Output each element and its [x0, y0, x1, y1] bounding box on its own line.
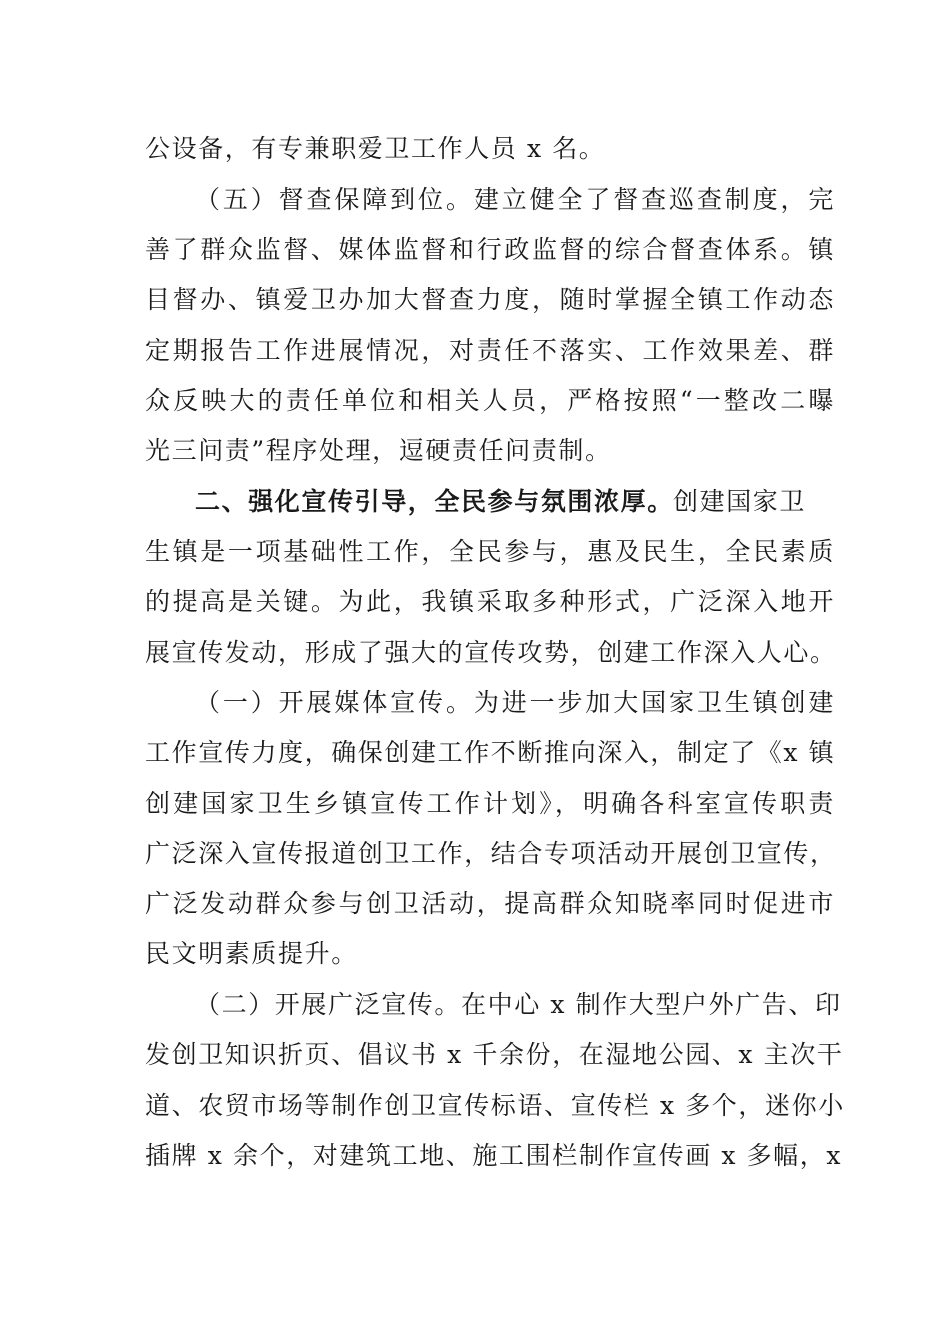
paragraph-line: 民文明素质提升。 [145, 939, 358, 968]
paragraph-line: 公设备，有专兼职爱卫工作人员 x 名。 [145, 134, 606, 163]
paragraph-line: 的提高是关键。为此，我镇采取多种形式，广泛深入地开 [145, 587, 835, 616]
paragraph-line: 定期报告工作进展情况，对责任不落实、工作效果差、群 [145, 336, 835, 365]
paragraph-line: 广泛发动群众参与创卫活动，提高群众知晓率同时促进市 [145, 889, 835, 918]
paragraph-line: 创建国家卫 [673, 487, 807, 516]
paragraph-line: 创建国家卫生乡镇宣传工作计划》，明确各科室宣传职责 [145, 789, 835, 818]
paragraph-line: 插牌 x 余个，对建筑工地、施工围栏制作宣传画 x 多幅，x [145, 1141, 843, 1170]
paragraph-line: 目督办、镇爱卫办加大督查力度，随时掌握全镇工作动态 [145, 285, 835, 314]
paragraph-line: 工作宣传力度，确保创建工作不断推向深入，制定了《x 镇 [145, 738, 836, 767]
paragraph-line: 众反映大的责任单位和相关人员，严格按照“一整改二曝 [145, 386, 835, 415]
paragraph-line: （五）督查保障到位。建立健全了督查巡查制度，完 [195, 185, 835, 214]
paragraph-line: 展宣传发动，形成了强大的宣传攻势，创建工作深入人心。 [145, 638, 837, 667]
paragraph-line: 生镇是一项基础性工作，全民参与，惠及民生，全民素质 [145, 537, 835, 566]
section-heading: 二、强化宣传引导，全民参与氛围浓厚。 [195, 487, 674, 516]
paragraph-line: 道、农贸市场等制作创卫宣传标语、宣传栏 x 多个，迷你小 [145, 1091, 845, 1120]
paragraph-line: 善了群众监督、媒体监督和行政监督的综合督查体系。镇 [145, 235, 835, 264]
paragraph-line: 广泛深入宣传报道创卫工作，结合专项活动开展创卫宣传， [145, 839, 837, 868]
paragraph-line: 发创卫知识折页、倡议书 x 千余份，在湿地公园、x 主次干 [145, 1040, 844, 1069]
paragraph-line: 光三问责”程序处理，逗硬责任问责制。 [145, 436, 612, 465]
paragraph-line: （二）开展广泛宣传。在中心 x 制作大型户外广告、印 [195, 990, 842, 1019]
paragraph-line: （一）开展媒体宣传。为进一步加大国家卫生镇创建 [195, 688, 835, 717]
